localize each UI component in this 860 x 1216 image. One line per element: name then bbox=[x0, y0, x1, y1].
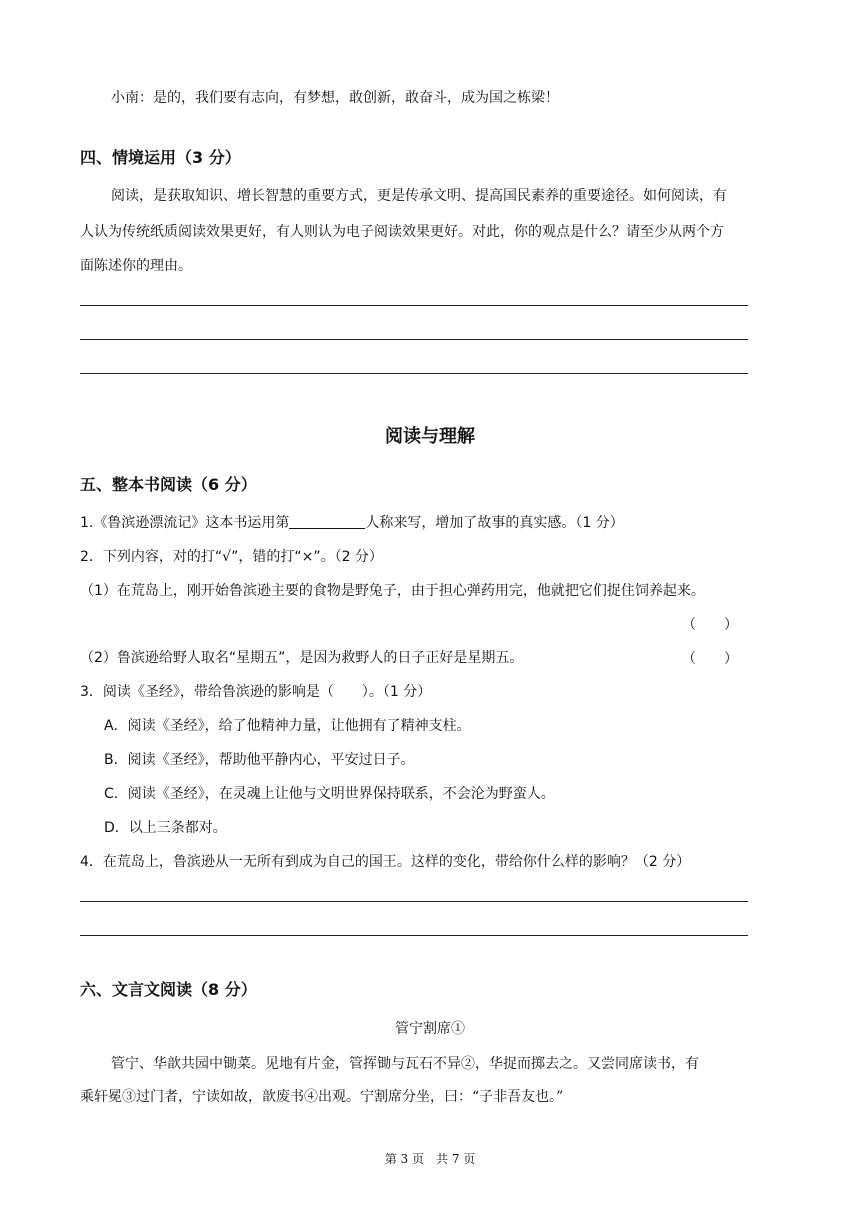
question-2-item-2: （2）鲁滨逊给野人取名“星期五”，是因为救野人的日子正好是星期五。 bbox=[80, 650, 524, 666]
question-2-item-1: （1）在荒岛上，刚开始鲁滨逊主要的食物是野兔子，由于担心弹药用完，他就把它们捉住饲养起来。 bbox=[80, 583, 705, 599]
fill-blank[interactable] bbox=[289, 514, 365, 529]
section-6-heading: 六、文言文阅读（8 分） bbox=[80, 980, 257, 999]
question-2: 2．下列内容，对的打“√”，错的打“×”。（2 分） bbox=[80, 549, 383, 565]
classical-text-line-1: 管宁、华歆共园中锄菜。见地有片金，管挥锄与瓦石不异②，华捉而掷去之。又尝同席读书，有 bbox=[111, 1056, 699, 1072]
option-c[interactable]: C．阅读《圣经》，在灵魂上让他与文明世界保持联系，不会沦为野蛮人。 bbox=[104, 786, 555, 802]
question-1-text-end: 人称来写，增加了故事的真实感。（1 分） bbox=[365, 515, 624, 531]
answer-line[interactable] bbox=[80, 935, 748, 936]
option-a[interactable]: A．阅读《圣经》，给了他精神力量，让他拥有了精神支柱。 bbox=[104, 718, 471, 734]
section-4-line-1: 阅读，是获取知识、增长智慧的重要方式，更是传承文明、提高国民素养的重要途径。如何阅读，有 bbox=[111, 188, 727, 204]
question-1 bbox=[80, 513, 624, 533]
question-4: 4．在荒岛上，鲁滨逊从一无所有到成为自己的国王。这样的变化，带给你什么样的影响？（2 分） bbox=[80, 854, 691, 870]
classical-text-line-2: 乘轩冕③过门者，宁读如故，歆废书④出观。宁割席分坐，曰：“子非吾友也。” bbox=[80, 1089, 564, 1105]
answer-line[interactable] bbox=[80, 373, 748, 374]
section-4-heading: 四、情境运用（3 分） bbox=[80, 148, 241, 167]
answer-line[interactable] bbox=[80, 305, 748, 306]
question-3: 3．阅读《圣经》，带给鲁滨逊的影响是（ ）。（1 分） bbox=[80, 684, 432, 700]
question-1-text: 1.《鲁滨逊漂流记》这本书运用第 bbox=[80, 515, 290, 531]
option-b[interactable]: B．阅读《圣经》，帮助他平静内心，平安过日子。 bbox=[104, 752, 415, 768]
answer-parentheses[interactable]: （ ） bbox=[682, 617, 738, 633]
answer-line[interactable] bbox=[80, 901, 748, 902]
answer-line[interactable] bbox=[80, 339, 748, 340]
answer-parentheses[interactable]: （ ） bbox=[682, 651, 738, 667]
page-footer: 第 3 页 共 7 页 bbox=[384, 1152, 476, 1166]
part-title: 阅读与理解 bbox=[385, 426, 475, 447]
section-5-heading: 五、整本书阅读（6 分） bbox=[80, 475, 257, 494]
option-d[interactable]: D．以上三条都对。 bbox=[104, 820, 227, 836]
dialogue-line: 小南：是的，我们要有志向，有梦想，敢创新，敢奋斗，成为国之栋梁！ bbox=[111, 90, 559, 106]
section-4-line-3: 面陈述你的理由。 bbox=[80, 258, 192, 274]
classical-text-title: 管宁割席① bbox=[395, 1021, 465, 1037]
section-4-line-2: 人认为传统纸质阅读效果更好，有人则认为电子阅读效果更好。对此，你的观点是什么？请至少从两个方 bbox=[80, 224, 724, 240]
